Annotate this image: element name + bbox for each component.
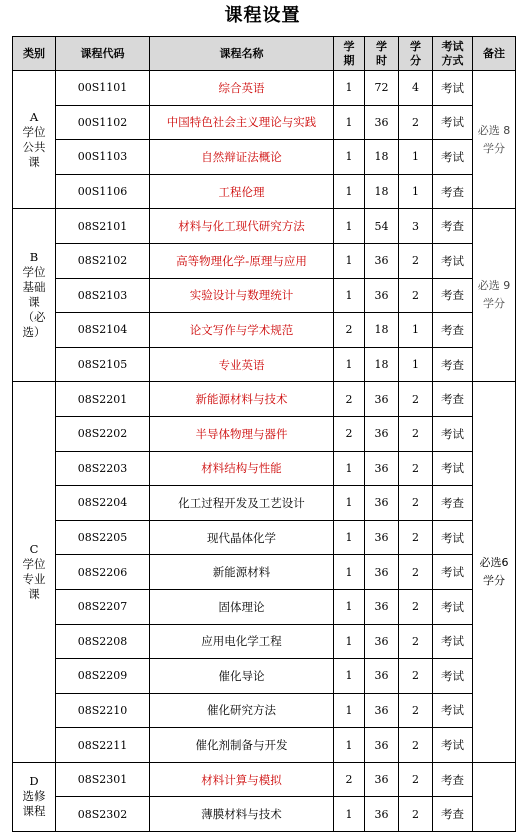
header-name: 课程名称 <box>150 37 334 71</box>
course-credits: 2 <box>399 486 433 521</box>
group-a-category: A 学位 公共 课 <box>13 71 56 209</box>
course-exam-method: 考试 <box>433 589 473 624</box>
course-hours: 72 <box>365 71 399 106</box>
course-credits: 1 <box>399 174 433 209</box>
course-credits: 1 <box>399 347 433 382</box>
course-exam-method: 考查 <box>433 278 473 313</box>
course-credits: 2 <box>399 659 433 694</box>
header-note: 备注 <box>473 37 516 71</box>
course-term: 1 <box>334 347 365 382</box>
course-exam-method: 考试 <box>433 140 473 175</box>
course-hours: 18 <box>365 347 399 382</box>
table-body <box>13 71 516 832</box>
table-row <box>13 693 516 728</box>
course-credits: 2 <box>399 797 433 832</box>
course-credits: 3 <box>399 209 433 244</box>
course-exam-method: 考试 <box>433 693 473 728</box>
header-code: 课程代码 <box>56 37 150 71</box>
table-row <box>13 659 516 694</box>
course-term: 1 <box>334 174 365 209</box>
course-code: 08S2210 <box>56 693 150 728</box>
course-term: 1 <box>334 451 365 486</box>
course-hours: 36 <box>365 278 399 313</box>
course-name: 专业英语 <box>150 347 334 382</box>
table-header-row <box>13 37 516 71</box>
header-exam: 考试 方式 <box>433 37 473 71</box>
course-hours: 36 <box>365 659 399 694</box>
course-hours: 18 <box>365 140 399 175</box>
course-hours: 36 <box>365 105 399 140</box>
course-term: 1 <box>334 105 365 140</box>
course-credits: 2 <box>399 278 433 313</box>
course-hours: 36 <box>365 728 399 763</box>
course-code: 08S2101 <box>56 209 150 244</box>
course-exam-method: 考试 <box>433 624 473 659</box>
course-term: 1 <box>334 520 365 555</box>
course-code: 08S2201 <box>56 382 150 417</box>
course-term: 1 <box>334 589 365 624</box>
course-exam-method: 考试 <box>433 71 473 106</box>
course-name: 实验设计与数理统计 <box>150 278 334 313</box>
course-name: 工程伦理 <box>150 174 334 209</box>
course-name: 材料计算与模拟 <box>150 762 334 797</box>
course-exam-method: 考试 <box>433 243 473 278</box>
course-term: 1 <box>334 486 365 521</box>
course-code: 00S1106 <box>56 174 150 209</box>
table-row <box>13 797 516 832</box>
course-term: 1 <box>334 140 365 175</box>
header-category: 类别 <box>13 37 56 71</box>
course-credits: 1 <box>399 140 433 175</box>
course-hours: 36 <box>365 382 399 417</box>
table-row <box>13 416 516 451</box>
course-exam-method: 考试 <box>433 451 473 486</box>
course-credits: 2 <box>399 693 433 728</box>
course-name: 新能源材料 <box>150 555 334 590</box>
course-name: 材料结构与性能 <box>150 451 334 486</box>
course-term: 1 <box>334 797 365 832</box>
course-term: 2 <box>334 313 365 348</box>
table-row <box>13 728 516 763</box>
course-exam-method: 考查 <box>433 486 473 521</box>
course-term: 1 <box>334 693 365 728</box>
course-hours: 36 <box>365 693 399 728</box>
course-name: 论文写作与学术规范 <box>150 313 334 348</box>
table-row <box>13 382 516 417</box>
course-exam-method: 考查 <box>433 313 473 348</box>
course-credits: 2 <box>399 520 433 555</box>
course-name: 综合英语 <box>150 71 334 106</box>
course-exam-method: 考查 <box>433 347 473 382</box>
course-code: 08S2103 <box>56 278 150 313</box>
table-row <box>13 555 516 590</box>
course-name: 应用电化学工程 <box>150 624 334 659</box>
course-name: 半导体物理与器件 <box>150 416 334 451</box>
table-row <box>13 140 516 175</box>
course-credits: 2 <box>399 382 433 417</box>
course-code: 08S2102 <box>56 243 150 278</box>
course-term: 1 <box>334 659 365 694</box>
table-row <box>13 71 516 106</box>
course-code: 08S2104 <box>56 313 150 348</box>
course-term: 2 <box>334 382 365 417</box>
course-code: 00S1103 <box>56 140 150 175</box>
course-name: 催化导论 <box>150 659 334 694</box>
course-term: 1 <box>334 243 365 278</box>
course-code: 08S2203 <box>56 451 150 486</box>
course-term: 2 <box>334 762 365 797</box>
course-hours: 36 <box>365 416 399 451</box>
course-name: 固体理论 <box>150 589 334 624</box>
course-exam-method: 考试 <box>433 105 473 140</box>
table-row <box>13 105 516 140</box>
course-credits: 2 <box>399 105 433 140</box>
course-credits: 2 <box>399 451 433 486</box>
table-row <box>13 520 516 555</box>
table-row <box>13 174 516 209</box>
course-name: 催化研究方法 <box>150 693 334 728</box>
course-code: 08S2207 <box>56 589 150 624</box>
course-name: 新能源材料与技术 <box>150 382 334 417</box>
group-c-category: C 学位 专业 课 <box>13 382 56 763</box>
table-row <box>13 313 516 348</box>
course-exam-method: 考查 <box>433 174 473 209</box>
table-row <box>13 209 516 244</box>
course-term: 1 <box>334 555 365 590</box>
course-code: 08S2205 <box>56 520 150 555</box>
page-title: 课程设置 <box>224 5 301 26</box>
course-credits: 2 <box>399 728 433 763</box>
course-exam-method: 考试 <box>433 728 473 763</box>
table-row <box>13 243 516 278</box>
course-credits: 4 <box>399 71 433 106</box>
course-exam-method: 考查 <box>433 209 473 244</box>
table-row <box>13 624 516 659</box>
course-hours: 36 <box>365 520 399 555</box>
course-credits: 2 <box>399 624 433 659</box>
course-credits: 1 <box>399 313 433 348</box>
course-credits: 2 <box>399 555 433 590</box>
course-hours: 36 <box>365 486 399 521</box>
course-code: 00S1102 <box>56 105 150 140</box>
course-hours: 36 <box>365 762 399 797</box>
course-exam-method: 考查 <box>433 762 473 797</box>
course-name: 现代晶体化学 <box>150 520 334 555</box>
course-name: 高等物理化学-原理与应用 <box>150 243 334 278</box>
course-exam-method: 考查 <box>433 797 473 832</box>
header-term: 学 期 <box>334 37 365 71</box>
table-row <box>13 451 516 486</box>
course-name: 中国特色社会主义理论与实践 <box>150 105 334 140</box>
course-code: 08S2301 <box>56 762 150 797</box>
course-term: 1 <box>334 624 365 659</box>
course-name: 自然辩证法概论 <box>150 140 334 175</box>
group-d-category: D 选修 课程 <box>13 762 56 831</box>
course-hours: 36 <box>365 589 399 624</box>
course-hours: 36 <box>365 797 399 832</box>
group-b-category: B 学位 基础 课 （必 选） <box>13 209 56 382</box>
course-term: 1 <box>334 71 365 106</box>
course-name: 催化剂制备与开发 <box>150 728 334 763</box>
course-term: 2 <box>334 416 365 451</box>
course-code: 08S2211 <box>56 728 150 763</box>
course-exam-method: 考试 <box>433 659 473 694</box>
table-row <box>13 278 516 313</box>
course-name: 化工过程开发及工艺设计 <box>150 486 334 521</box>
group-d-note <box>473 762 516 831</box>
course-code: 08S2208 <box>56 624 150 659</box>
table-row <box>13 347 516 382</box>
course-hours: 36 <box>365 624 399 659</box>
course-hours: 36 <box>365 243 399 278</box>
course-hours: 36 <box>365 555 399 590</box>
course-exam-method: 考试 <box>433 416 473 451</box>
course-name: 材料与化工现代研究方法 <box>150 209 334 244</box>
course-exam-method: 考试 <box>433 520 473 555</box>
course-code: 08S2204 <box>56 486 150 521</box>
course-table <box>12 36 516 832</box>
header-credits: 学 分 <box>399 37 433 71</box>
course-credits: 2 <box>399 762 433 797</box>
table-row <box>13 762 516 797</box>
header-hours: 学 时 <box>365 37 399 71</box>
course-code: 08S2302 <box>56 797 150 832</box>
course-code: 08S2206 <box>56 555 150 590</box>
course-name: 薄膜材料与技术 <box>150 797 334 832</box>
course-credits: 2 <box>399 416 433 451</box>
course-hours: 36 <box>365 451 399 486</box>
course-exam-method: 考试 <box>433 555 473 590</box>
course-code: 08S2209 <box>56 659 150 694</box>
group-c-note: 必选6 学分 <box>473 382 516 763</box>
course-hours: 54 <box>365 209 399 244</box>
course-term: 1 <box>334 278 365 313</box>
course-term: 1 <box>334 209 365 244</box>
course-credits: 2 <box>399 589 433 624</box>
course-hours: 18 <box>365 174 399 209</box>
group-b-note: 必选 9 学分 <box>473 209 516 382</box>
table-row <box>13 486 516 521</box>
course-exam-method: 考查 <box>433 382 473 417</box>
course-code: 00S1101 <box>56 71 150 106</box>
course-credits: 2 <box>399 243 433 278</box>
course-code: 08S2202 <box>56 416 150 451</box>
course-code: 08S2105 <box>56 347 150 382</box>
group-a-note: 必选 8 学分 <box>473 71 516 209</box>
course-term: 1 <box>334 728 365 763</box>
table-row <box>13 589 516 624</box>
course-hours: 18 <box>365 313 399 348</box>
